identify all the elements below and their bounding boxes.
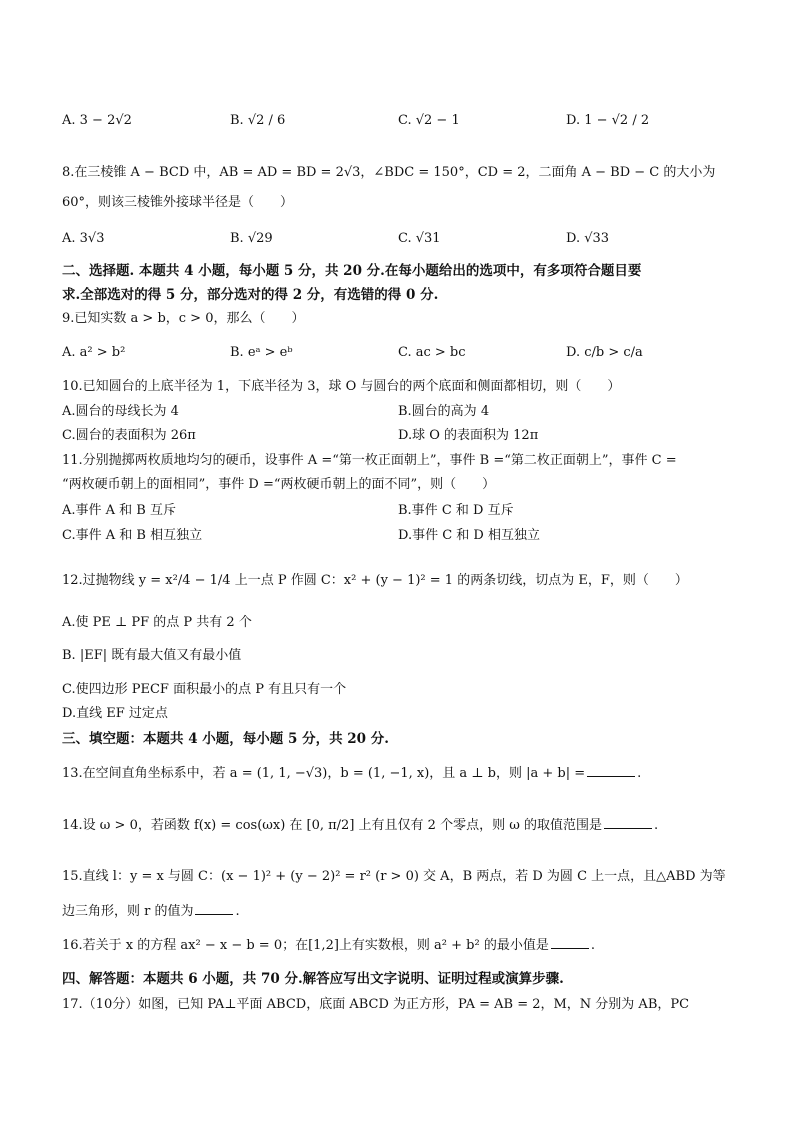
q10-options-row2: [62, 425, 742, 447]
q17-stem: 17.（10分）如图，已知 PA⊥平面 ABCD，底面 ABCD 为正方形，PA = AB = 2，M，N 分别为 AB，PC: [62, 997, 690, 1012]
q13-text: 13.在空间直角坐标系中，若 a = (1, 1, −√3)，b = (1, −1, x)，且 a ⊥ b，则 |a + b| =: [62, 766, 586, 781]
q7-option-c: C. √2 − 1: [398, 113, 460, 128]
q14-answer-blank: [604, 814, 652, 829]
q11-options-row2: [62, 525, 742, 547]
q16-text: 16.若关于 x 的方程 ax² − x − b = 0；在[1,2]上有实数根，则 a² + b² 的最小值是: [62, 938, 549, 953]
q11-option-d: D.事件 C 和 D 相互独立: [398, 528, 540, 543]
q12-option-c: C.使四边形 PECF 面积最小的点 P 有且只有一个: [62, 682, 347, 697]
q13-answer-blank: [587, 762, 635, 777]
q11-options-row1: [62, 500, 742, 522]
q7-option-a: A. 3 − 2√2: [62, 113, 132, 128]
q15-answer-blank: [195, 900, 233, 915]
q10-option-a: A.圆台的母线长为 4: [62, 404, 179, 419]
q9-option-b: B. eᵃ > eᵇ: [230, 345, 293, 360]
q15-line2: [62, 900, 752, 923]
q8-option-b: B. √29: [230, 231, 273, 246]
section2-heading-line2: 求.全部选对的得 5 分，部分选对的得 2 分，有选错的得 0 分.: [62, 287, 439, 303]
q9-option-a: A. a² > b²: [62, 345, 126, 360]
q8-stem-line1: 8.在三棱锥 A − BCD 中，AB = AD = BD = 2√3，∠BDC = 150°，CD = 2，二面角 A − BD − C 的大小为: [62, 165, 716, 180]
q15-line1: 15.直线 l：y = x 与圆 C：(x − 1)² + (y − 2)² = r² (r > 0) 交 A，B 两点，若 D 为圆 C 上一点，且△ABD 为等: [62, 869, 726, 884]
section4-heading: 四、解答题：本题共 6 小题，共 70 分.解答应写出文字说明、证明过程或演算步骤.: [62, 971, 564, 987]
q8-stem-line2: 60°，则该三棱锥外接球半径是（ ）: [62, 195, 294, 210]
q9-stem: 9.已知实数 a > b，c > 0，那么（ ）: [62, 311, 305, 326]
q8-options: [62, 228, 742, 250]
q16-end: .: [590, 938, 595, 953]
q10-option-d: D.球 O 的表面积为 12π: [398, 428, 539, 443]
q15-end: .: [235, 904, 240, 919]
q12-option-d: D.直线 EF 过定点: [62, 706, 168, 721]
q7-options: [62, 110, 742, 132]
q7-option-b: B. √2 / 6: [230, 113, 286, 128]
q11-stem-line2: “两枚硬币朝上的面相同”，事件 D =“两枚硬币朝上的面不同”，则（ ）: [62, 477, 496, 492]
q10-stem: 10.已知圆台的上底半径为 1，下底半径为 3，球 O 与圆台的两个底面和侧面都相切，则（ ）: [62, 379, 621, 394]
q11-stem-line1: 11.分别抛掷两枚质地均匀的硬币，设事件 A =“第一枚正面朝上”，事件 B =“第二枚正面朝上”，事件 C =: [62, 453, 677, 468]
q11-option-b: B.事件 C 和 D 互斥: [398, 503, 514, 518]
q16-line: [62, 934, 752, 957]
q11-option-a: A.事件 A 和 B 互斥: [62, 503, 176, 518]
section3-heading: 三、填空题：本题共 4 小题，每小题 5 分，共 20 分.: [62, 731, 389, 747]
q12-option-b: B. |EF| 既有最大值又有最小值: [62, 648, 242, 663]
q14-line: [62, 814, 752, 837]
q14-end: .: [653, 818, 659, 833]
q8-option-a: A. 3√3: [62, 231, 105, 246]
q14-text: 14.设 ω > 0，若函数 f(x) = cos(ωx) 在 [0, π/2] 上有且仅有 2 个零点，则 ω 的取值范围是: [62, 818, 602, 833]
q13-line: [62, 762, 752, 785]
q8-option-d: D. √33: [566, 231, 610, 246]
q9-option-d: D. c/b > c/a: [566, 345, 643, 360]
q16-answer-blank: [551, 934, 589, 949]
q8-option-c: C. √31: [398, 231, 441, 246]
q15-text: 边三角形，则 r 的值为: [62, 904, 194, 919]
q10-option-b: B.圆台的高为 4: [398, 404, 490, 419]
q12-option-a: A.使 PE ⊥ PF 的点 P 共有 2 个: [62, 615, 252, 630]
q7-option-d: D. 1 − √2 / 2: [566, 113, 650, 128]
q10-options-row1: [62, 401, 742, 423]
q9-options: [62, 342, 742, 364]
q10-option-c: C.圆台的表面积为 26π: [62, 428, 196, 443]
q13-end: .: [637, 766, 642, 781]
section2-heading-line1: 二、选择题. 本题共 4 小题，每小题 5 分，共 20 分.在每小题给出的选项中，有多项符合题目要: [62, 263, 642, 279]
q9-option-c: C. ac > bc: [398, 345, 466, 360]
q12-stem: 12.过抛物线 y = x²/4 − 1/4 上一点 P 作圆 C：x² + (y − 1)² = 1 的两条切线，切点为 E，F，则（ ）: [62, 573, 688, 588]
q11-option-c: C.事件 A 和 B 相互独立: [62, 528, 203, 543]
